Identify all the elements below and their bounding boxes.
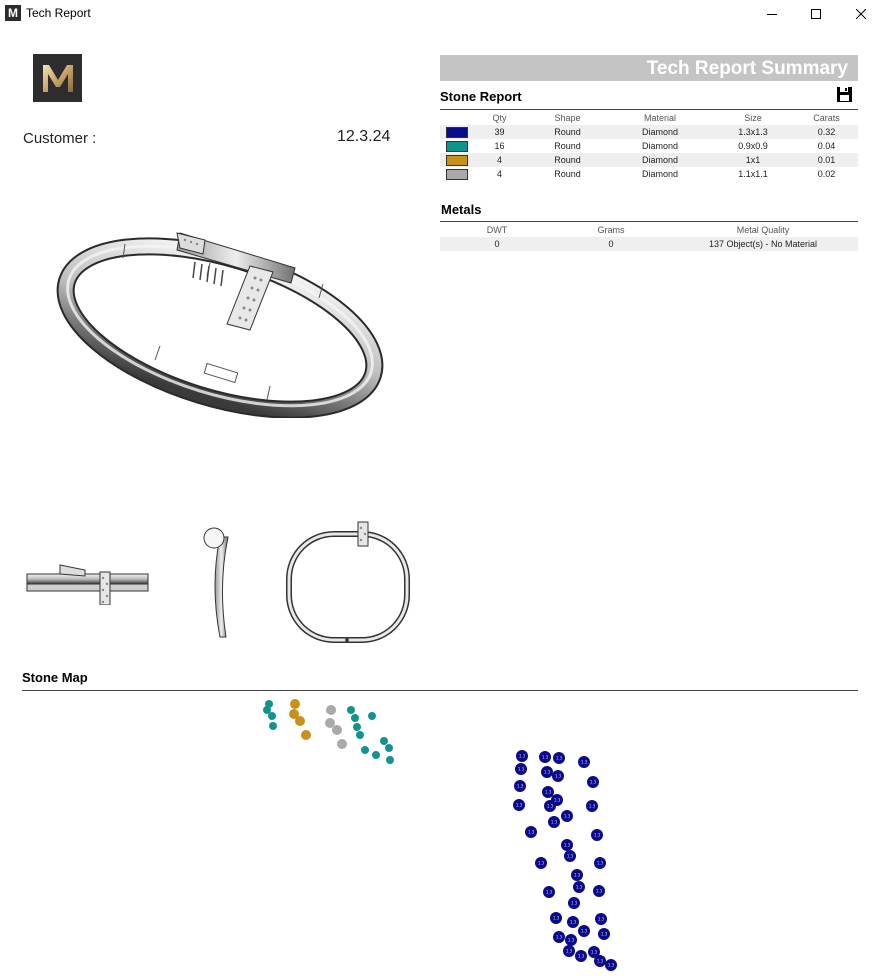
stone-marker: [514, 780, 526, 792]
minimize-button[interactable]: [749, 0, 795, 28]
app-icon: M: [5, 5, 21, 21]
stone-marker: [269, 722, 277, 730]
carats-cell: 0.04: [817, 141, 836, 151]
col-color: [440, 111, 473, 125]
stone-marker: [552, 770, 564, 782]
stone-marker: [564, 850, 576, 862]
svg-text:1.3: 1.3: [595, 888, 603, 894]
svg-text:1.3: 1.3: [580, 928, 588, 934]
stone-marker: [301, 730, 311, 740]
company-logo: [33, 54, 82, 102]
report-date: 12.3.24: [337, 128, 391, 145]
stone-marker: [385, 744, 393, 752]
metals-table-header: [440, 223, 858, 237]
shape-cell: Round: [526, 125, 609, 139]
size-cell: 1x1: [711, 153, 795, 167]
size-cell: 0.9x0.9: [738, 141, 768, 151]
stone-marker: [372, 751, 380, 759]
col-shape: Shape: [554, 113, 581, 123]
stone-marker: [568, 897, 580, 909]
svg-text:1.3: 1.3: [546, 803, 554, 809]
svg-text:1.3: 1.3: [567, 937, 575, 943]
carats-cell: 0.02: [817, 169, 836, 179]
col-material: Material: [643, 113, 676, 123]
stone-marker: [516, 750, 528, 762]
stone-marker: [567, 916, 579, 928]
stone-marker: [561, 810, 573, 822]
svg-text:1.3: 1.3: [563, 842, 571, 848]
svg-text:1.3: 1.3: [553, 797, 561, 803]
stone-marker: [594, 955, 606, 967]
bracelet-perspective-render: [55, 228, 395, 418]
stone-marker: [594, 857, 606, 869]
svg-text:1.3: 1.3: [593, 832, 601, 838]
stone-marker: [351, 714, 359, 722]
shape-cell: Round: [554, 141, 581, 151]
stone-marker: [337, 739, 347, 749]
svg-text:1.3: 1.3: [527, 829, 535, 835]
table-row: [440, 139, 858, 153]
col-carats: Carats: [813, 113, 840, 123]
stone-marker: [543, 886, 555, 898]
svg-text:1.3: 1.3: [518, 753, 526, 759]
stone-marker: [595, 913, 607, 925]
stone-map-title: Stone Map: [22, 670, 88, 685]
summary-title: Tech Report Summary: [646, 58, 848, 79]
svg-text:1.3: 1.3: [596, 860, 604, 866]
svg-text:1.3: 1.3: [555, 934, 563, 940]
stone-marker: [541, 766, 553, 778]
stone-marker: [553, 931, 565, 943]
stone-marker: [605, 959, 617, 971]
material-cell: Diamond: [609, 153, 711, 167]
metal-quality-cell: 137 Object(s) - No Material: [668, 237, 858, 251]
shape-cell: Round: [554, 169, 581, 179]
stone-marker: [332, 725, 342, 735]
stone-report-rule: [440, 109, 858, 110]
svg-text:1.3: 1.3: [566, 853, 574, 859]
metals-rule: [440, 221, 858, 222]
table-row: [440, 125, 858, 139]
stone-marker: [591, 829, 603, 841]
stone-map-canvas: [0, 690, 879, 979]
svg-text:1.3: 1.3: [563, 813, 571, 819]
bracelet-top-view: [285, 520, 410, 645]
material-cell: Diamond: [641, 169, 679, 179]
title-bar: [0, 0, 879, 28]
carats-cell: 0.01: [795, 153, 858, 167]
table-row: [440, 167, 858, 181]
stone-marker: [353, 723, 361, 731]
color-swatch: [446, 155, 468, 166]
svg-text:1.3: 1.3: [541, 754, 549, 760]
stone-marker: [380, 737, 388, 745]
stone-marker: [561, 839, 573, 851]
table-row: [440, 237, 858, 251]
svg-text:1.3: 1.3: [545, 889, 553, 895]
minimize-icon: [767, 9, 777, 19]
metals-title: Metals: [441, 202, 482, 217]
customer-label: Customer :: [23, 130, 97, 147]
stone-marker: [575, 950, 587, 962]
svg-text:1.3: 1.3: [543, 769, 551, 775]
stone-marker: [573, 881, 585, 893]
stone-marker: [515, 763, 527, 775]
material-cell: Diamond: [641, 141, 679, 151]
stone-marker: [553, 752, 565, 764]
svg-text:1.3: 1.3: [573, 872, 581, 878]
stone-report-title: Stone Report: [440, 89, 522, 104]
svg-text:1.3: 1.3: [596, 958, 604, 964]
qty-cell: 4: [473, 153, 526, 167]
stone-table-header: [440, 111, 858, 125]
stone-marker: [525, 826, 537, 838]
svg-text:1.3: 1.3: [588, 803, 596, 809]
bracelet-side-view: [25, 560, 150, 605]
metals-table: [440, 223, 858, 251]
svg-text:1.3: 1.3: [565, 948, 573, 954]
summary-header-bar: [440, 55, 858, 81]
window-title: Tech Report: [26, 6, 91, 20]
size-cell: 1.1x1.1: [738, 169, 768, 179]
col-size: Size: [744, 113, 762, 123]
stone-marker: [598, 928, 610, 940]
close-button[interactable]: [838, 0, 879, 28]
stone-marker: [290, 699, 300, 709]
stone-marker: [513, 799, 525, 811]
stone-marker: [578, 756, 590, 768]
stone-marker: [347, 706, 355, 714]
stone-marker: [368, 712, 376, 720]
stone-marker: [565, 934, 577, 946]
stone-marker: [586, 800, 598, 812]
table-row: [440, 153, 858, 167]
stone-marker: [548, 816, 560, 828]
maximize-button[interactable]: [793, 0, 839, 28]
qty-cell: 16: [494, 141, 505, 151]
material-cell: Diamond: [609, 125, 711, 139]
svg-text:1.3: 1.3: [569, 919, 577, 925]
svg-text:1.3: 1.3: [554, 773, 562, 779]
svg-text:1.3: 1.3: [517, 766, 525, 772]
dwt-cell: 0: [440, 237, 554, 251]
save-icon[interactable]: [836, 86, 853, 103]
svg-text:1.3: 1.3: [552, 915, 560, 921]
color-swatch: [446, 141, 468, 152]
color-swatch: [446, 127, 468, 138]
size-cell: 1.3x1.3: [711, 125, 795, 139]
svg-text:1.3: 1.3: [537, 860, 545, 866]
svg-text:1.3: 1.3: [516, 783, 524, 789]
svg-text:1.3: 1.3: [597, 916, 605, 922]
stone-marker: [571, 869, 583, 881]
shape-cell: Round: [526, 153, 609, 167]
stone-report-table: [440, 111, 858, 181]
svg-text:1.3: 1.3: [600, 931, 608, 937]
stone-marker: [578, 925, 590, 937]
stone-marker: [542, 786, 554, 798]
stone-marker: [535, 857, 547, 869]
svg-text:1.3: 1.3: [550, 819, 558, 825]
stone-marker: [386, 756, 394, 764]
bracelet-edge-view: [200, 525, 240, 640]
svg-text:1.3: 1.3: [575, 884, 583, 890]
svg-text:1.3: 1.3: [590, 949, 598, 955]
stone-marker: [544, 800, 556, 812]
svg-text:1.3: 1.3: [607, 962, 615, 968]
carats-cell: 0.32: [795, 125, 858, 139]
maximize-icon: [811, 9, 821, 19]
grams-cell: 0: [554, 237, 668, 251]
svg-text:1.3: 1.3: [515, 802, 523, 808]
stone-marker: [361, 746, 369, 754]
svg-text:1.3: 1.3: [589, 779, 597, 785]
stone-marker: [593, 885, 605, 897]
stone-marker: [295, 716, 305, 726]
svg-text:1.3: 1.3: [580, 759, 588, 765]
svg-text:1.3: 1.3: [555, 755, 563, 761]
stone-marker: [268, 712, 276, 720]
qty-cell: 39: [473, 125, 526, 139]
logo-m-icon: [40, 63, 76, 93]
col-dwt: DWT: [486, 225, 508, 235]
svg-text:1.3: 1.3: [544, 789, 552, 795]
stone-marker: [326, 705, 336, 715]
stone-marker: [356, 731, 364, 739]
stone-marker: [587, 776, 599, 788]
stone-marker: [539, 751, 551, 763]
col-qty: Qty: [492, 113, 507, 123]
close-icon: [856, 9, 866, 19]
stone-marker: [563, 945, 575, 957]
color-swatch: [446, 169, 468, 180]
col-metal-quality: Metal Quality: [736, 225, 790, 235]
svg-text:1.3: 1.3: [570, 900, 578, 906]
stone-marker: [550, 912, 562, 924]
svg-text:1.3: 1.3: [577, 953, 585, 959]
qty-cell: 4: [496, 169, 502, 179]
col-grams: Grams: [597, 225, 625, 235]
